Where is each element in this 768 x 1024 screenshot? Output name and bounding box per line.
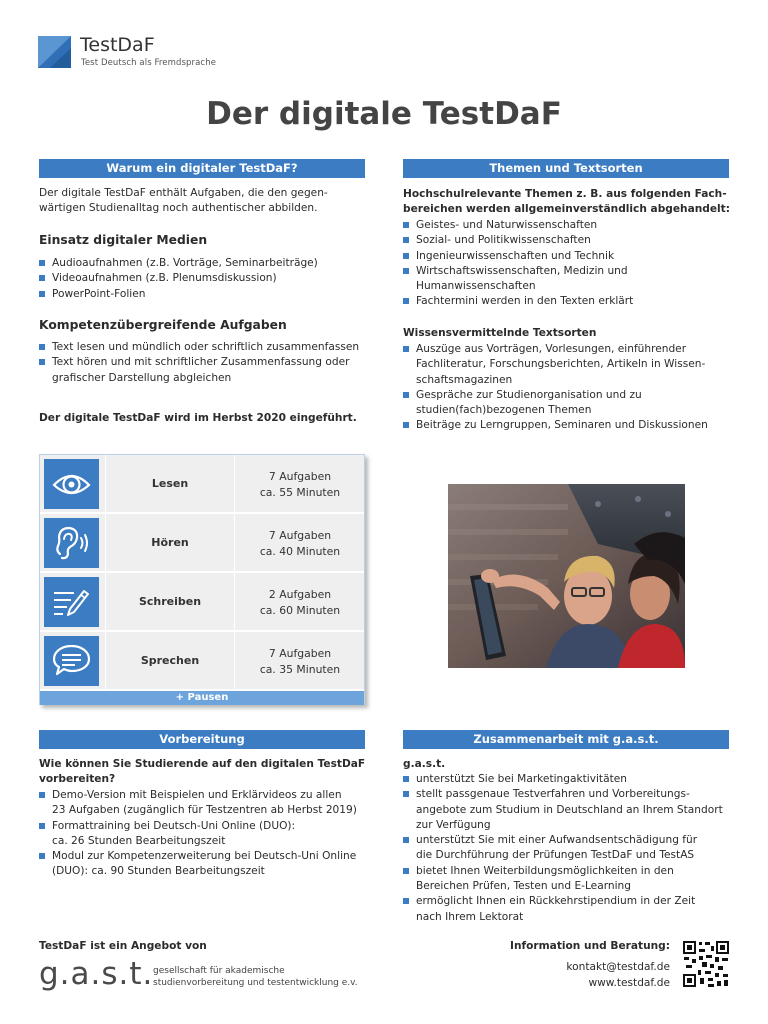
launch-note: Der digitale TestDaF wird im Herbst 2020 eingeführt. [39, 412, 357, 424]
list-item: Geistes- und Naturwissenschaften [403, 218, 733, 233]
list-item: Sozial- und Politikwissenschaften [403, 233, 733, 248]
gast-wordmark: g.a.s.t. [39, 956, 154, 992]
table-row [40, 573, 364, 631]
kompetenz-heading: Kompetenzübergreifende Aufgaben [39, 318, 287, 332]
warum-heading: Warum ein digitaler TestDaF? [39, 159, 365, 178]
skill-name: Lesen [151, 477, 189, 490]
list-item: Text lesen und mündlich oder schriftlich zusammenfassen [39, 340, 369, 355]
warum-intro: Der digitale TestDaF enthält Aufgaben, die den gegen- wärtigen Studienalltag noch authentischer abbilden. [39, 187, 328, 215]
gast-tagline: gesellschaft für akademische studienvorbereitung und testentwicklung e.v. [153, 966, 358, 988]
pausen-label: + Pausen [40, 691, 364, 705]
skill-time: ca. 35 Minuten [259, 662, 341, 676]
testdaf-logo [38, 36, 238, 76]
skill-info [235, 528, 365, 559]
qr-code-icon[interactable] [682, 940, 730, 988]
skill-name: Sprechen [140, 654, 200, 667]
skill-time: ca. 40 Minuten [259, 544, 341, 558]
zusammenarbeit-intro: g.a.s.t. [403, 758, 446, 770]
students-photo [448, 484, 685, 668]
offer-text: TestDaF ist ein Angebot von [39, 940, 207, 952]
logo-name: TestDaF [80, 34, 155, 56]
skill-info [235, 587, 365, 618]
list-item: Videoaufnahmen (z.B. Plenumsdiskussion) [39, 271, 365, 286]
website-link[interactable]: www.testdaf.de [588, 977, 670, 989]
medien-list [39, 256, 365, 302]
table-row [40, 632, 364, 690]
skill-name: Schreiben [138, 595, 202, 608]
textsorten-heading: Wissensvermittelnde Textsorten [403, 327, 597, 339]
table-row [40, 455, 364, 513]
speech-bubble-icon [44, 636, 99, 686]
skills-table [39, 454, 365, 705]
zusammenarbeit-list [403, 772, 733, 925]
kompetenz-list [39, 340, 369, 386]
list-item: Gespräche zur Studienorganisation und zu studien(fach)bezogenen Themen [403, 388, 733, 419]
skill-time: ca. 60 Minuten [259, 603, 341, 617]
zusammenarbeit-heading: Zusammenarbeit mit g.a.s.t. [403, 730, 729, 749]
ear-icon [44, 518, 99, 568]
list-item: ermöglicht Ihnen ein Rückkehrstipendium in der Zeit nach Ihrem Lektorat [403, 894, 733, 925]
list-item: PowerPoint-Folien [39, 287, 365, 302]
vorbereitung-heading: Vorbereitung [39, 730, 365, 749]
testdaf-logo-mark-icon [38, 36, 71, 68]
skill-tasks: 7 Aufgaben [268, 470, 332, 483]
list-item: Ingenieurwissenschaften und Technik [403, 249, 733, 264]
list-item: Formattraining bei Deutsch-Uni Online (DUO): ca. 26 Stunden Bearbeitungszeit [39, 819, 369, 850]
list-item: bietet Ihnen Weiterbildungsmöglichkeiten in den Bereichen Prüfen, Testen und E-Learning [403, 864, 733, 895]
list-item: Text hören und mit schriftlicher Zusammenfassung oder grafischer Darstellung abgleichen [39, 355, 369, 386]
list-item: Auszüge aus Vorträgen, Vorlesungen, einführender Fachliteratur, Forschungsberichten, Artikeln in Wissen- schaftsmagazinen [403, 342, 733, 388]
gast-logo [39, 956, 369, 998]
list-item: Fachtermini werden in den Texten erklärt [403, 294, 733, 309]
pencil-writing-icon [44, 577, 99, 627]
list-item: Wirtschaftswissenschaften, Medizin und Humanwissenschaften [403, 264, 733, 295]
themen-heading: Themen und Textsorten [403, 159, 729, 178]
skill-info [235, 646, 365, 677]
list-item: Beiträge zu Lerngruppen, Seminaren und Diskussionen [403, 418, 733, 433]
info-heading: Information und Beratung: [510, 940, 670, 952]
skill-tasks: 2 Aufgaben [268, 588, 332, 601]
list-item: Demo-Version mit Beispielen und Erklärvideos zu allen 23 Aufgaben (zugänglich für Testzentren ab Herbst 2019) [39, 788, 369, 819]
eye-icon [44, 459, 99, 509]
skill-name: Hören [151, 536, 189, 549]
list-item: unterstützt Sie bei Marketingaktivitäten [403, 772, 733, 787]
themen-list [403, 218, 733, 310]
textsorten-list [403, 342, 733, 434]
vorbereitung-question: Wie können Sie Studierende auf den digitalen TestDaF vorbereiten? [39, 758, 366, 786]
skill-time: ca. 55 Minuten [259, 485, 341, 499]
page-title: Der digitale TestDaF [206, 96, 562, 132]
skill-tasks: 7 Aufgaben [268, 647, 332, 660]
list-item: Audioaufnahmen (z.B. Vorträge, Seminarbeiträge) [39, 256, 365, 271]
skill-tasks: 7 Aufgaben [268, 529, 332, 542]
table-row [40, 514, 364, 572]
logo-subtitle: Test Deutsch als Fremdsprache [81, 58, 217, 68]
themen-intro: Hochschulrelevante Themen z. B. aus folgenden Fach- bereichen werden allgemeinverständlich abgehandelt: [403, 188, 730, 216]
medien-heading: Einsatz digitaler Medien [39, 233, 208, 247]
vorbereitung-list [39, 788, 369, 880]
list-item: stellt passgenaue Testverfahren und Vorbereitungs- angebote zum Studium in Deutschland an Ihrem Standort zur Verfügung [403, 787, 733, 833]
list-item: Modul zur Kompetenzerweiterung bei Deutsch-Uni Online (DUO): ca. 90 Stunden Bearbeitungszeit [39, 849, 369, 880]
skill-info [235, 469, 365, 500]
email-link[interactable]: kontakt@testdaf.de [566, 961, 670, 973]
list-item: unterstützt Sie mit einer Aufwandsentschädigung für die Durchführung der Prüfungen TestDaF und TestAS [403, 833, 733, 864]
